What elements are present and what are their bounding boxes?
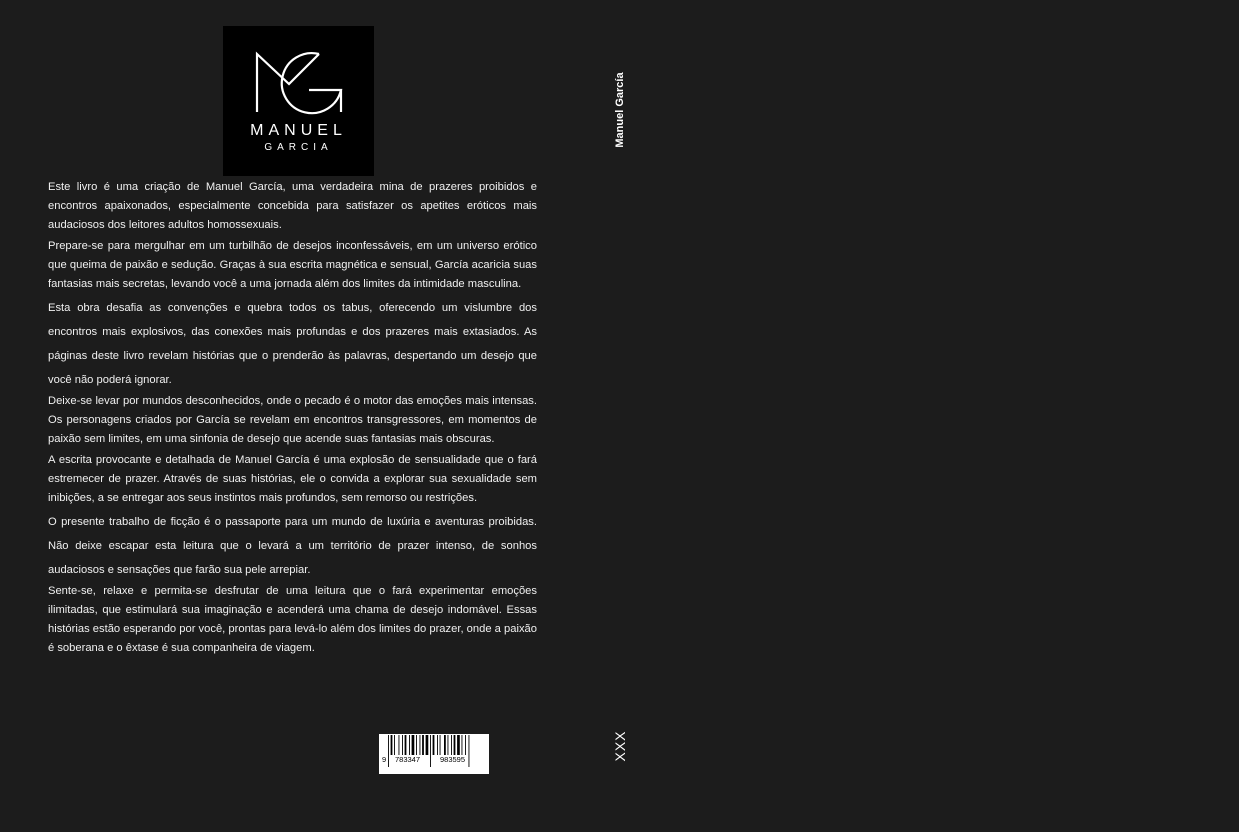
logo-first-name: MANUEL [250, 122, 347, 139]
blurb-paragraph: Esta obra desafia as convenções e quebra todos os tabus, oferecendo um vislumbre dos encontros mais explosivos, das conexões mais profundas e dos prazeres mais extasiados. As páginas deste livro revelam histórias que o prenderão às palavras, despertando um desejo que você não poderá ignorar. [48, 302, 537, 386]
blurb-paragraph: Prepare-se para mergulhar em um turbilhão de desejos inconfessáveis, em um universo erótico que queima de paixão e sedução. Graças à sua escrita magnética e sensual, García acaricia suas fantasias mais secretas, levando você a uma jornada além dos limites da intimidade masculina. [48, 240, 537, 290]
author-logo [223, 26, 374, 176]
spine-code: XXX [612, 730, 628, 762]
back-cover [0, 0, 600, 832]
blurb-paragraph: O presente trabalho de ficção é o passaporte para um mundo de luxúria e aventuras proibidas. Não deixe escapar esta leitura que o levará a um território de prazer intenso, de sonhos audaciosos e sensações que farão sua pele arrepiar. [48, 516, 537, 576]
barcode-right-group: 983595 [440, 755, 466, 764]
blurb-paragraph: Deixe-se levar por mundos desconhecidos, onde o pecado é o motor das emoções mais intensas. Os personagens criados por García se revelam em encontros transgressores, em momentos de paixão sem limites, em uma sinfonia de desejo que acende suas fantasias mais obscuras. [48, 395, 537, 445]
blurb-paragraph: Sente-se, relaxe e permita-se desfrutar de uma leitura que o fará experimentar emoções ilimitadas, que estimulará sua imaginação e acenderá uma chama de desejo indomável. Essas histórias estão esperando por você, prontas para levá-lo além dos limites do prazer, onde a paixão é soberana e o êxtase é sua companheira de viagem. [48, 585, 537, 654]
blurb-paragraph: A escrita provocante e detalhada de Manuel García é uma explosão de sensualidade que o fará estremecer de prazer. Através de suas histórias, ele o convida a explorar sua sexualidade sem inibições, a se entregar aos seus instintos mais profundos, sem remorso ou restrições. [48, 454, 537, 504]
back-cover-blurb [48, 178, 537, 660]
barcode-lead-digit: 9 [382, 755, 387, 764]
mg-monogram-icon [253, 48, 345, 120]
logo-last-name: GARCIA [264, 142, 333, 153]
barcode-icon [379, 734, 489, 774]
barcode-left-group: 783347 [395, 755, 421, 764]
blurb-paragraph: Este livro é uma criação de Manuel García, uma verdadeira mina de prazeres proibidos e encontros apaixonados, especialmente concebida para satisfazer os apetites eróticos mais audaciosos dos leitores adultos homossexuais. [48, 181, 537, 231]
spine-author: Manuel García [614, 72, 626, 148]
isbn-barcode [379, 734, 489, 774]
front-cover [640, 0, 1239, 832]
